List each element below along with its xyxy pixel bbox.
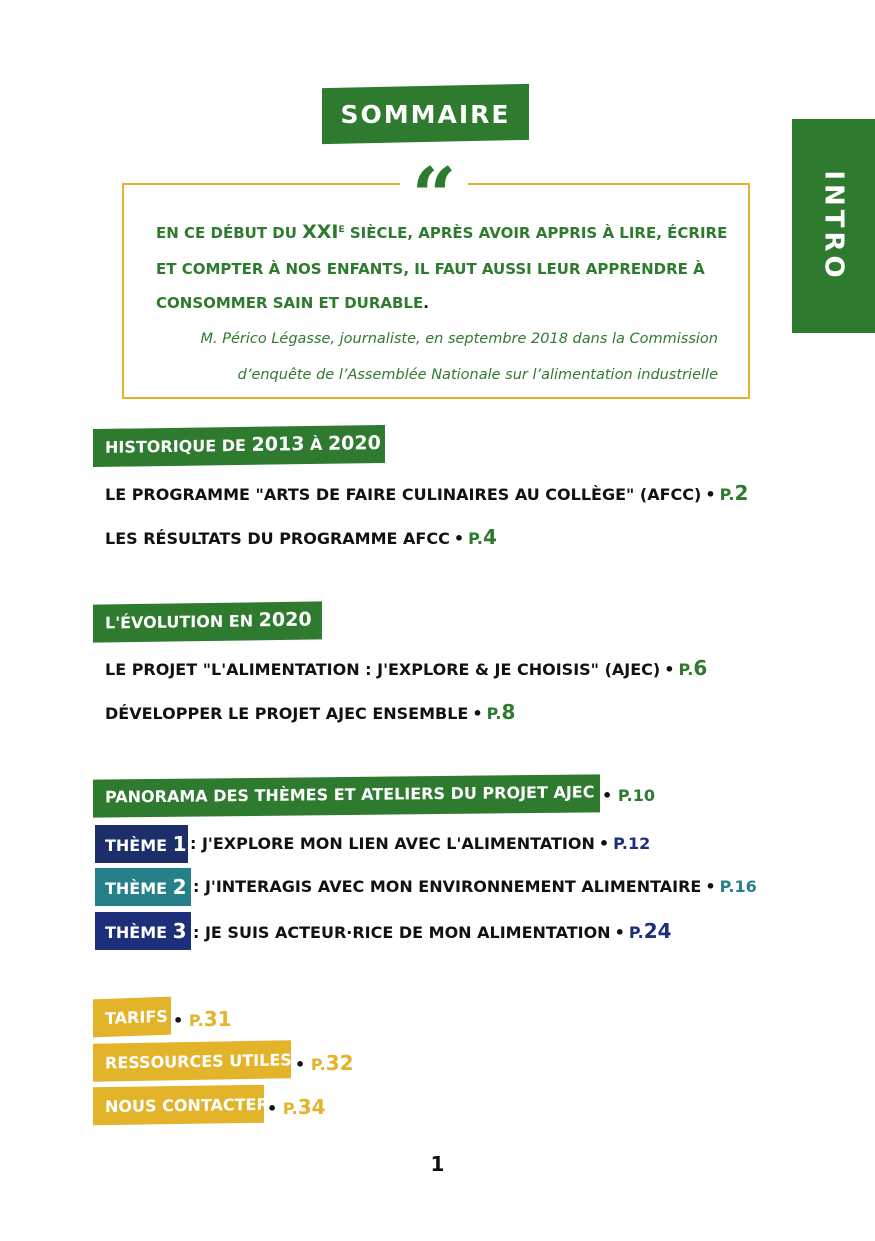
evolution-year: 2020 [258,608,312,632]
quote-credit-2: d’enquête de l’Assemblée Nationale sur l’alimentation industrielle [237,367,718,383]
quote-mark-icon: “ [400,158,468,208]
toc-item-text: DÉVELOPPER LE PROJET AJEC ENSEMBLE [105,704,469,723]
toc-item-developper[interactable] [105,700,515,724]
page-ref: P.32 [310,1051,354,1075]
page-number: 1 [430,1152,445,1176]
quote-line-1 [156,221,728,243]
page-ref: P.8 [486,700,516,724]
annex-contact-label[interactable]: NOUS CONTACTER [93,1085,264,1125]
historique-label-c: À [304,434,328,455]
side-tab-label: INTRO [818,170,849,282]
page-ref: P.31 [188,1007,232,1031]
annex-tarifs-label[interactable]: TARIFS [93,997,171,1038]
historique-label-a: HISTORIQUE DE [105,435,252,457]
historique-year-start: 2013 [251,433,305,456]
annex-ressources-page: • P.32 [295,1051,354,1075]
section-panorama-header[interactable] [93,774,600,817]
theme-2-text[interactable]: : J'INTERAGIS AVEC MON ENVIRONNEMENT ALIMENTAIRE • P.16 [193,877,757,896]
bullet: • [664,660,675,679]
bullet: • [602,786,613,805]
annex-ressources-label[interactable]: RESSOURCES UTILES [93,1040,291,1081]
toc-item-projet-ajec[interactable] [105,656,707,680]
toc-item-resultats[interactable] [105,525,497,549]
quote-century: XXI [302,221,339,243]
section-historique-header [93,425,385,467]
page-ref: P.24 [628,919,672,943]
page-title: SOMMAIRE [340,100,511,129]
panorama-label: PANORAMA DES THÈMES ET ATELIERS DU PROJET AJEC [105,782,595,807]
quote-line-3-text: CONSOMMER SAIN ET DURABLE [156,294,424,312]
page-ref: P.12 [613,834,651,853]
page-ref: P.2 [719,481,749,505]
annex-tarifs-page: • P.31 [173,1007,232,1031]
quote-end: . [423,294,429,312]
theme-3-text[interactable]: : JE SUIS ACTEUR·RICE DE MON ALIMENTATION • P.24 [193,919,672,943]
toc-item-afcc[interactable] [105,481,748,505]
page-ref: P.4 [468,525,497,549]
page-ref: P.16 [719,877,757,896]
quote-century-sup: E [338,225,345,235]
historique-year-end: 2020 [327,432,381,455]
bullet: • [472,704,483,723]
quote-line-2: ET COMPTER À NOS ENFANTS, IL FAUT AUSSI LEUR APPRENDRE À [156,260,705,278]
toc-item-text: LE PROGRAMME "ARTS DE FAIRE CULINAIRES AU COLLÈGE" (AFCC) [105,485,702,504]
theme-3-label[interactable]: THÈME 3 [95,912,191,950]
panorama-page-ref [602,786,655,805]
page-ref: P.6 [678,656,708,680]
quote-line-1-c: SIÈCLE, APRÈS AVOIR APPRIS À LIRE, ÉCRIRE [344,224,728,242]
quote-line-3 [156,294,718,312]
side-tab-label-wrap [792,119,875,333]
section-evolution-header [93,601,322,642]
toc-item-text: LE PROJET "L'ALIMENTATION : J'EXPLORE & JE CHOISIS" (AJEC) [105,660,661,679]
quote-line-1-a: EN CE DÉBUT DU [156,224,303,242]
page-ref: P.10 [617,786,655,805]
page-ref: P.34 [282,1095,326,1119]
toc-item-text: LES RÉSULTATS DU PROGRAMME AFCC [105,529,450,548]
theme-1-label[interactable]: THÈME 1 [95,825,188,863]
bullet: • [705,485,716,504]
evolution-label-a: L'ÉVOLUTION EN [105,611,259,633]
quote-credit-1: M. Périco Légasse, journaliste, en septembre 2018 dans la Commission [200,331,718,347]
theme-1-text[interactable]: : J'EXPLORE MON LIEN AVEC L'ALIMENTATION • P.12 [190,834,651,853]
bullet: • [453,529,465,548]
theme-2-label[interactable]: THÈME 2 [95,868,191,906]
annex-contact-page: • P.34 [267,1095,326,1119]
